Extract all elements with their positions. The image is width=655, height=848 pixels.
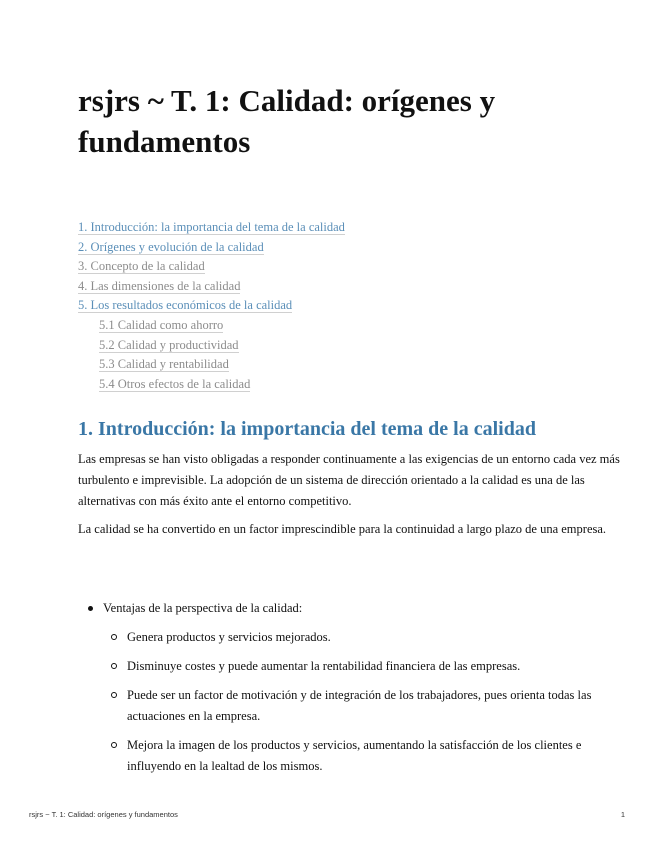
list-item <box>78 598 628 777</box>
advantages-list <box>78 598 628 785</box>
toc-subitem <box>78 316 598 336</box>
list-item-label: Ventajas de la perspectiva de la calidad: <box>103 601 303 615</box>
sublist-item: Genera productos y servicios mejorados. <box>103 627 628 648</box>
toc-link-5-4[interactable]: 5.4 Otros efectos de la calidad <box>99 376 251 391</box>
paragraph: La calidad se ha convertido en un factor imprescindible para la continuidad a largo plazo de una empresa. <box>78 522 607 536</box>
table-of-contents <box>78 218 598 394</box>
toc-item <box>78 238 598 258</box>
toc-subitem <box>78 355 598 375</box>
toc-link-2[interactable]: 2. Orígenes y evolución de la calidad <box>78 239 264 254</box>
toc-item <box>78 218 598 238</box>
page-number: 1 <box>620 810 625 819</box>
toc-link-3[interactable]: 3. Concepto de la calidad <box>78 259 205 274</box>
page-title: rsjrs ~ T. 1: Calidad: orígenes y fundamentos <box>78 83 496 159</box>
toc-item <box>78 277 598 297</box>
footer-title: rsjrs ~ T. 1: Calidad: orígenes y fundamentos <box>29 810 178 819</box>
toc-link-5-3[interactable]: 5.3 Calidad y rentabilidad <box>99 357 229 372</box>
toc-link-5-2[interactable]: 5.2 Calidad y productividad <box>99 337 239 352</box>
toc-item <box>78 296 598 316</box>
toc-link-5-1[interactable]: 5.1 Calidad como ahorro <box>99 317 224 332</box>
toc-link-1[interactable]: 1. Introducción: la importancia del tema de la calidad <box>78 220 345 234</box>
toc-link-4[interactable]: 4. Las dimensiones de la calidad <box>78 278 241 293</box>
toc-subitem <box>78 336 598 356</box>
sublist-item: Puede ser un factor de motivación y de integración de los trabajadores, pues orienta todas las actuaciones en la empresa. <box>103 685 628 727</box>
paragraph: Las empresas se han visto obligadas a responder continuamente a las exigencias de un entorno cada vez más turbulento e imprevisible. La adopción de un sistema de dirección orientado a la calidad es una de las alternativas con más éxito ante el entorno competitivo. <box>78 452 620 508</box>
section-heading: 1. Introducción: la importancia del tema de la calidad <box>78 418 536 440</box>
toc-subitem <box>78 375 598 395</box>
sublist-item: Disminuye costes y puede aumentar la rentabilidad financiera de las empresas. <box>103 656 628 677</box>
toc-link-5[interactable]: 5. Los resultados económicos de la calidad <box>78 298 293 313</box>
toc-item <box>78 257 598 277</box>
sublist-item: Mejora la imagen de los productos y servicios, aumentando la satisfacción de los clientes e influyendo en la lealtad de los mismos. <box>103 735 628 777</box>
advantages-sublist <box>103 627 628 777</box>
